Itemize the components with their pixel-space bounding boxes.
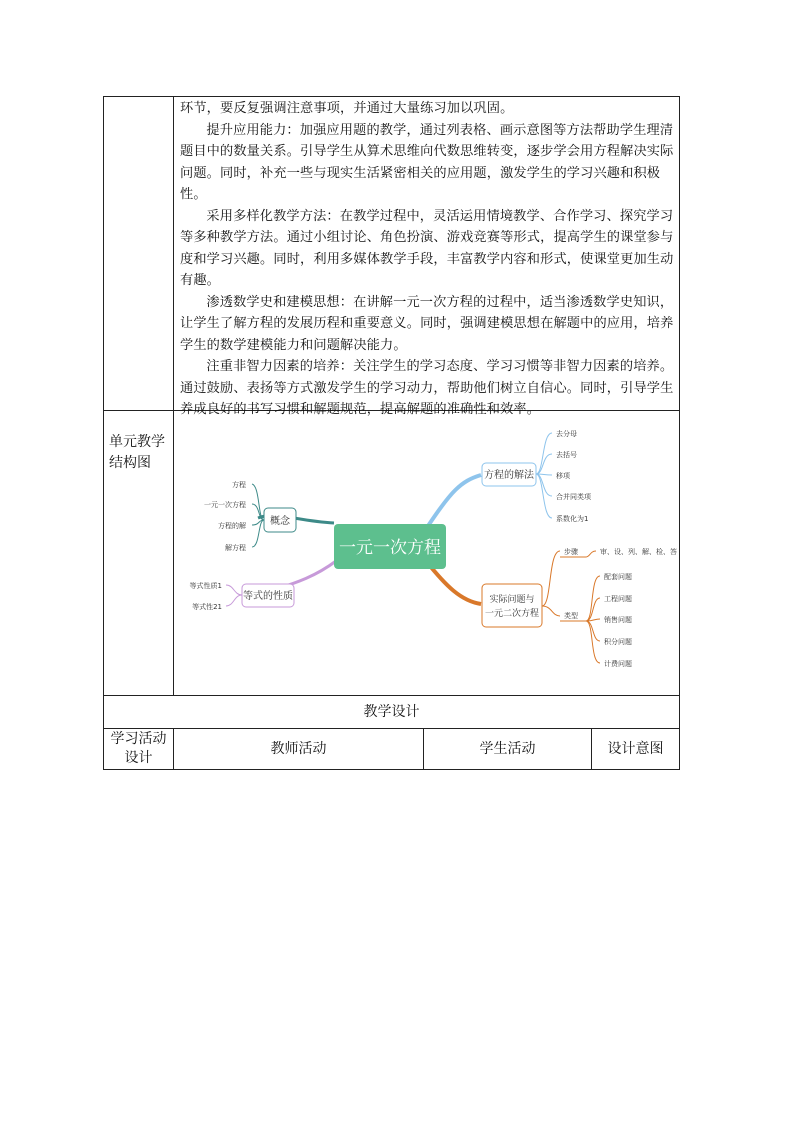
design-title: 教学设计 <box>363 704 420 720</box>
practical-node-label: 一元二次方程 <box>484 609 540 619</box>
header-student-activity: 学生活动 <box>479 741 536 757</box>
concept-node-label: 概念 <box>270 516 290 527</box>
header-learning-activity <box>104 730 173 768</box>
properties-node-label: 等式的性质 <box>243 591 293 602</box>
strategy-text <box>180 98 674 421</box>
header-line: 学习活动 <box>110 731 167 747</box>
paragraph: 提升应用能力：加强应用题的教学，通过列表格、画示意图等方法帮助学生理清题目中的数量关系。引导学生从算术思维向代数思维转变，逐步学会用方程解决实际问题。同时，补充一些与现实生活紧密相关的应用题，激发学生的学习兴趣和积极性。 <box>180 122 674 202</box>
paragraph: 采用多样化教学方法：在教学过程中，灵活运用情境教学、合作学习、探究学习等多种教学方法。通过小组讨论、角色扮演、游戏竞赛等形式，提高学生的课堂参与度和学习兴趣。同时，利用多媒体教学手段，丰富教学内容和形式，使课堂更加生动有趣。 <box>180 208 674 288</box>
properties-item: 等式性21 <box>192 603 222 611</box>
types-item: 销售问题 <box>604 616 632 624</box>
paragraph: 注重非智力因素的培养：关注学生的学习态度、学习习惯等非智力因素的培养。通过鼓励、表扬等方式激发学生的学习动力，帮助他们树立自信心。同时，引导学生养成良好的书写习惯和解题规范，提高解题的准确性和效率。 <box>180 359 674 417</box>
row-divider <box>104 728 679 729</box>
practical-connectors <box>542 551 560 616</box>
header-design-intent: 设计意图 <box>607 741 664 757</box>
solving-item: 去括号 <box>556 451 577 459</box>
structure-label-line: 单元教学 <box>109 434 165 450</box>
concept-item: 解方程 <box>225 544 246 552</box>
steps-connector <box>586 551 596 557</box>
concept-item: 方程的解 <box>218 522 246 530</box>
steps-label: 步骤 <box>564 548 578 556</box>
types-item: 工程问题 <box>604 595 632 603</box>
solving-item: 系数化为1 <box>556 515 589 523</box>
practical-node <box>482 584 542 627</box>
mind-map <box>176 411 680 693</box>
structure-label-line: 结构图 <box>109 455 151 471</box>
solving-item: 去分母 <box>556 430 577 438</box>
lesson-plan-table <box>103 96 680 770</box>
concept-item: 一元一次方程 <box>204 501 246 509</box>
header-teacher-activity: 教师活动 <box>270 741 327 757</box>
solving-item: 合并同类项 <box>556 493 591 501</box>
types-label: 类型 <box>564 612 578 620</box>
paragraph: 环节，要反复强调注意事项，并通过大量练习加以巩固。 <box>180 101 514 116</box>
paragraph: 渗透数学史和建模思想：在讲解一元一次方程的过程中，适当渗透数学史知识，让学生了解方程的发展历程和重要意义。同时，强调建模思想在解题中的应用，培养学生的数学建模能力和问题解决能力。 <box>180 294 674 353</box>
types-connectors <box>586 576 600 663</box>
header-line: 设计 <box>124 750 153 766</box>
row-divider <box>104 695 679 696</box>
practical-node-label: 实际问题与 <box>489 595 535 605</box>
solving-connectors <box>536 433 552 518</box>
properties-item: 等式性质1 <box>189 582 222 590</box>
center-node-label: 一元一次方程 <box>339 538 441 558</box>
steps-text: 审、设、列、解、检、答 <box>600 548 677 556</box>
properties-connectors <box>226 585 242 606</box>
solving-node-label: 方程的解法 <box>484 470 534 481</box>
types-item: 配套问题 <box>604 573 632 581</box>
solving-item: 移项 <box>556 472 570 480</box>
concept-item: 方程 <box>232 481 246 489</box>
types-item: 计费问题 <box>604 660 632 668</box>
structure-label <box>106 432 175 474</box>
solving-branch <box>426 475 481 529</box>
column-divider <box>173 97 174 695</box>
types-item: 积分问题 <box>604 638 632 646</box>
